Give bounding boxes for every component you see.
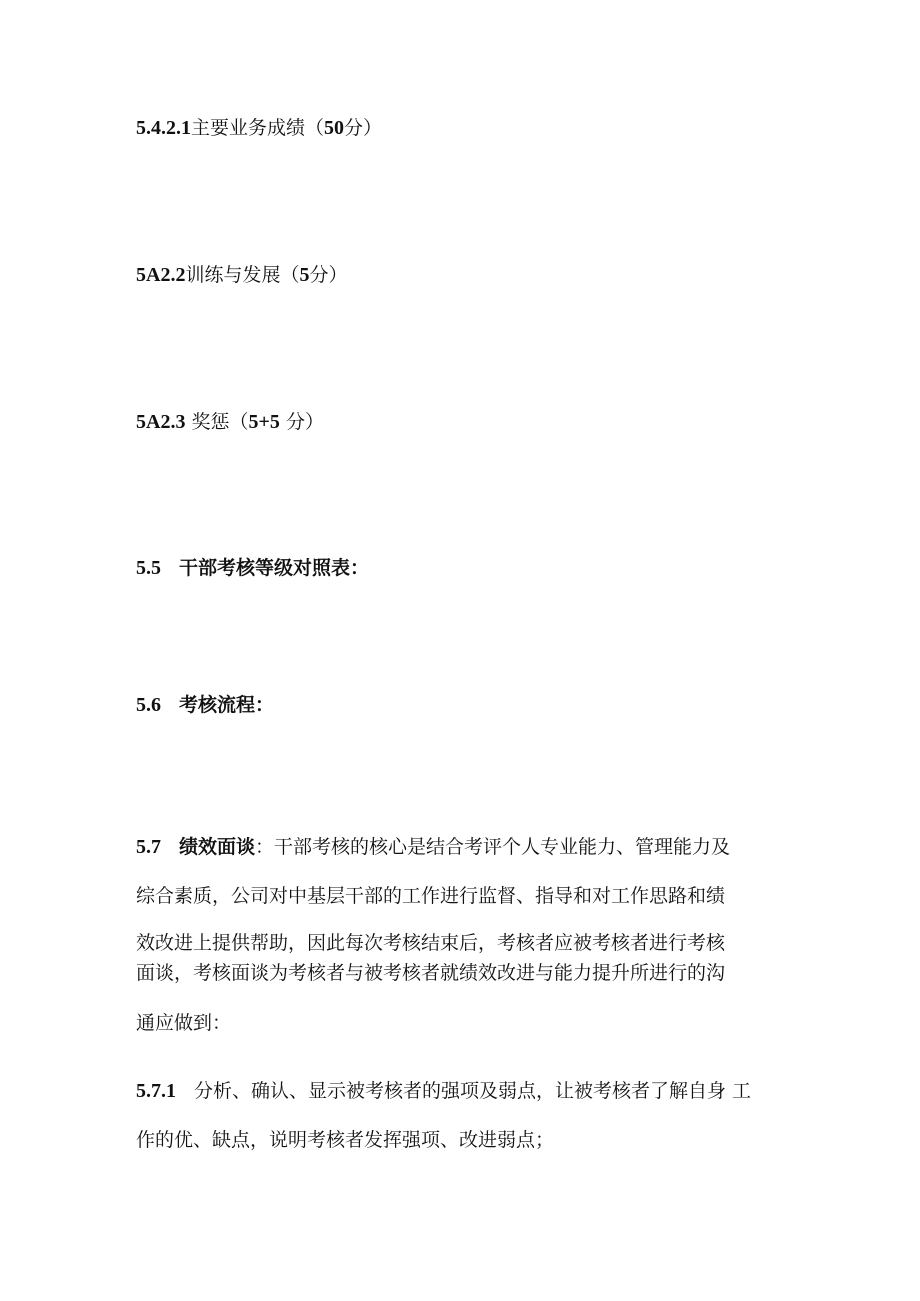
section-number: 5.7.1 — [136, 1080, 176, 1102]
section-title: 绩效面谈 — [179, 836, 256, 858]
section-title: 训练与发展（ — [185, 264, 300, 286]
section-score: 5 — [299, 264, 310, 286]
paragraph-line: ：干部考核的核心是结合考评个人专业能力、管理能力及 — [255, 836, 731, 858]
section-score: 50 — [324, 117, 345, 139]
paragraph-line: 面谈，考核面谈为考核者与被考核者就绩效改进与能力提升所进行的沟 — [136, 962, 726, 984]
section-score-unit: 分） — [344, 117, 383, 139]
section-number: 5.4.2.1 — [136, 117, 191, 139]
section-number: 5.6 — [136, 694, 161, 716]
section-number: 5.7 — [136, 836, 161, 858]
section-title: 干部考核等级对照表： — [179, 557, 370, 579]
section-score: 5+5 — [248, 411, 280, 433]
paragraph-line: 通应做到： — [136, 1012, 232, 1034]
heading-5-4-2-3 — [136, 410, 324, 434]
paragraph-line: 效改进上提供帮助，因此每次考核结束后，考核者应被考核者进行考核 — [136, 932, 726, 954]
heading-5-7-1 — [136, 1079, 751, 1103]
heading-5-5 — [136, 556, 369, 580]
heading-5-4-2-1 — [136, 116, 382, 140]
section-title: 考核流程： — [179, 694, 275, 716]
paragraph-line: 综合素质，公司对中基层干部的工作进行监督、指导和对工作思路和绩 — [136, 885, 726, 907]
section-number: 5.5 — [136, 557, 161, 579]
paragraph-line: 作的优、缺点，说明考核者发挥强项、改进弱点； — [136, 1129, 555, 1151]
section-score-unit: 分） — [279, 411, 324, 433]
heading-5-6 — [136, 693, 274, 717]
heading-5-4-2-2 — [136, 263, 347, 287]
section-score-unit: 分） — [309, 264, 348, 286]
section-number: 5A2.2 — [136, 264, 186, 286]
section-number: 5A2.3 — [136, 411, 186, 433]
heading-5-7 — [136, 835, 730, 859]
paragraph-line: 分析、确认、显示被考核者的强项及弱点，让被考核者了解自身 工 — [194, 1080, 752, 1102]
section-title: 奖惩（ — [185, 411, 249, 433]
section-title: 主要业务成绩（ — [191, 117, 325, 139]
